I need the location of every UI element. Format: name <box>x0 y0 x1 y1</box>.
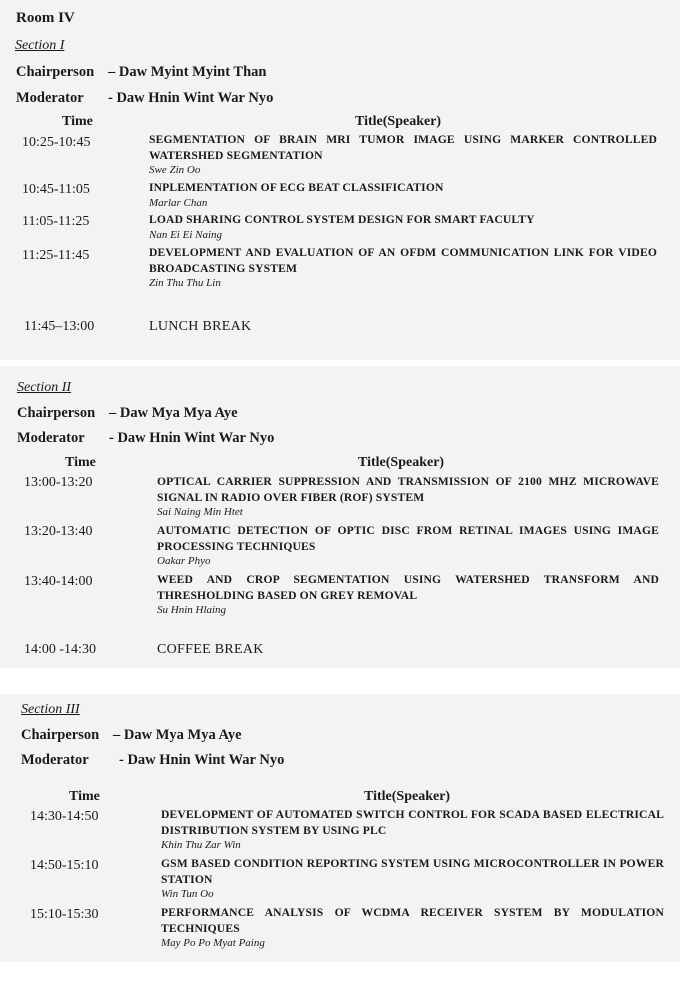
talk-title: INPLEMENTATION OF ECG BEAT CLASSIFICATION <box>149 181 444 194</box>
section-2-sheet <box>0 366 680 668</box>
talk-entry <box>149 245 657 290</box>
chairperson-name: – Daw Mya Mya Aye <box>113 727 242 743</box>
talk-entry <box>157 572 659 617</box>
talk-speaker: Khin Thu Zar Win <box>161 839 241 851</box>
talk-entry <box>149 132 657 177</box>
talk-time: 15:10-15:30 <box>30 907 99 922</box>
talk-title: LOAD SHARING CONTROL SYSTEM DESIGN FOR SMART FACULTY <box>149 213 535 226</box>
chairperson-name: – Daw Mya Mya Aye <box>109 405 238 421</box>
chairperson-row <box>16 64 267 81</box>
moderator-name: - Daw Hnin Wint War Nyo <box>108 90 274 106</box>
moderator-row <box>16 90 274 107</box>
title-column-header: Title(Speaker) <box>364 789 451 804</box>
room-title: Room IV <box>16 10 75 26</box>
talk-speaker: Win Tun Oo <box>161 888 214 900</box>
moderator-row <box>21 752 285 769</box>
talk-entry <box>161 856 664 901</box>
talk-title: WEED AND CROP SEGMENTATION USING WATERSHED TRANSFORM AND THRESHOLDING BASED ON GREY REMOVAL <box>157 573 659 602</box>
chairperson-label: Chairperson <box>17 405 96 421</box>
moderator-label: Moderator <box>21 752 89 768</box>
time-column-header: Time <box>69 789 100 804</box>
talk-title: GSM BASED CONDITION REPORTING SYSTEM USING MICROCONTROLLER IN POWER STATION <box>161 857 664 886</box>
talk-speaker: Sai Naing Min Htet <box>157 506 243 518</box>
talk-time: 10:25-10:45 <box>22 135 91 150</box>
talk-time: 13:40-14:00 <box>24 574 93 589</box>
title-column-header: Title(Speaker) <box>355 114 442 129</box>
moderator-label: Moderator <box>16 90 84 106</box>
talk-time: 13:20-13:40 <box>24 524 93 539</box>
break-label: LUNCH BREAK <box>149 319 252 334</box>
break-time: 14:00 -14:30 <box>24 642 96 657</box>
talk-title: AUTOMATIC DETECTION OF OPTIC DISC FROM RETINAL IMAGES USING IMAGE PROCESSING TECHNIQUES <box>157 524 659 553</box>
talk-time: 11:25-11:45 <box>22 248 90 263</box>
break-label: COFFEE BREAK <box>157 642 264 657</box>
chairperson-label: Chairperson <box>16 64 95 80</box>
talk-entry <box>149 212 657 242</box>
moderator-row <box>17 430 275 447</box>
talk-speaker: Su Hnin Hlaing <box>157 604 227 616</box>
moderator-name: - Daw Hnin Wint War Nyo <box>109 430 275 446</box>
moderator-label: Moderator <box>17 430 85 446</box>
talk-entry <box>161 905 664 950</box>
section-heading: Section III <box>21 702 80 717</box>
talk-title: DEVELOPMENT AND EVALUATION OF AN OFDM COMMUNICATION LINK FOR VIDEO BROADCASTING SYSTEM <box>149 246 657 275</box>
talk-entry <box>149 180 657 210</box>
break-time: 11:45–13:00 <box>24 319 95 334</box>
time-column-header: Time <box>65 455 96 470</box>
talk-title: DEVELOPMENT OF AUTOMATED SWITCH CONTROL FOR SCADA BASED ELECTRICAL DISTRIBUTION SYSTEM BY USING PLC <box>161 808 664 837</box>
talk-speaker: Oakar Phyo <box>157 555 211 567</box>
talk-entry <box>157 523 659 568</box>
talk-speaker: Nan Ei Ei Naing <box>149 228 223 241</box>
talk-time: 13:00-13:20 <box>24 475 93 490</box>
section-heading: Section I <box>15 38 65 53</box>
talk-speaker: May Po Po Myat Paing <box>161 937 265 949</box>
chairperson-label: Chairperson <box>21 727 100 743</box>
talk-time: 10:45-11:05 <box>22 182 90 197</box>
talk-title: SEGMENTATION OF BRAIN MRI TUMOR IMAGE USING MARKER CONTROLLED WATERSHED SEGMENTATION <box>149 133 657 162</box>
talk-entry <box>157 474 659 519</box>
talk-time: 14:50-15:10 <box>30 858 99 873</box>
section-heading: Section II <box>17 380 72 395</box>
chairperson-row <box>21 727 242 744</box>
moderator-name: - Daw Hnin Wint War Nyo <box>119 752 285 768</box>
section-1-sheet <box>0 0 680 360</box>
title-column-header: Title(Speaker) <box>358 455 445 470</box>
talk-entry <box>161 807 664 852</box>
talk-title: OPTICAL CARRIER SUPPRESSION AND TRANSMISSION OF 2100 MHZ MICROWAVE SIGNAL IN RADIO OVER FIBER (ROF) SYSTEM <box>157 475 659 504</box>
talk-time: 14:30-14:50 <box>30 809 99 824</box>
talk-speaker: Marlar Chan <box>149 196 208 209</box>
talk-title: PERFORMANCE ANALYSIS OF WCDMA RECEIVER SYSTEM BY MODULATION TECHNIQUES <box>161 906 664 935</box>
talk-speaker: Zin Thu Thu Lin <box>149 277 221 289</box>
talk-speaker: Swe Zin Oo <box>149 164 201 176</box>
talk-time: 11:05-11:25 <box>22 214 90 229</box>
time-column-header: Time <box>62 114 93 129</box>
section-3-sheet <box>0 694 680 962</box>
chairperson-row <box>17 405 238 422</box>
chairperson-name: – Daw Myint Myint Than <box>108 64 267 80</box>
